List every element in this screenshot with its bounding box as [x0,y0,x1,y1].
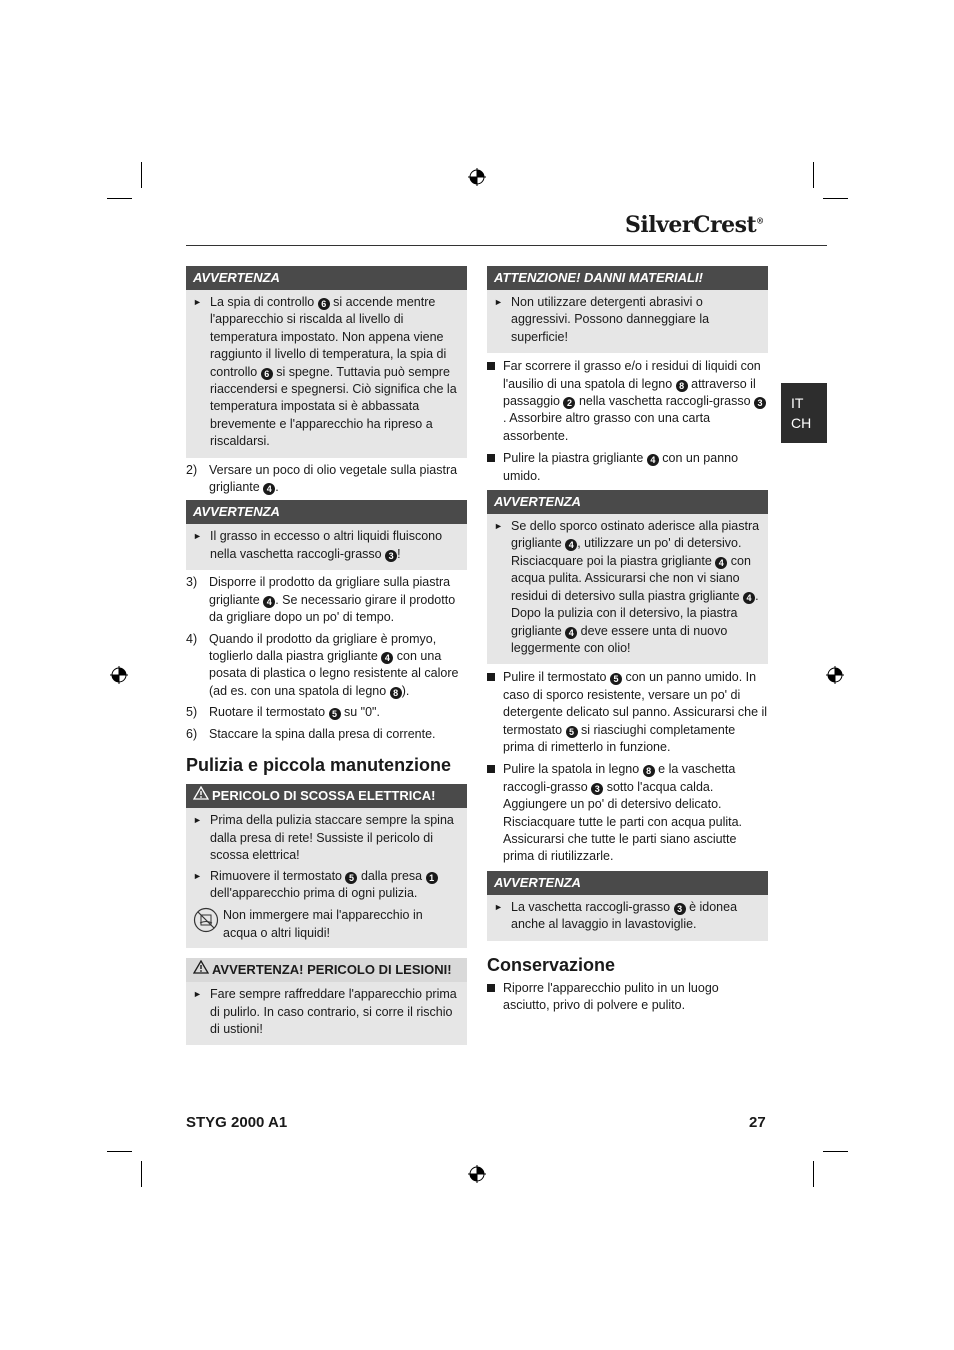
registration-mark-icon [826,666,844,684]
crop-mark [813,162,814,188]
ref-number-badge: 8 [676,380,688,392]
arrow-bullet-icon: ► [193,297,202,307]
ref-number-badge: 3 [591,783,603,795]
item-text: Pulire la spatola in legno 8 e la vaschetta raccogli-grasso 3 sotto l'acqua calda. Aggiungere un po' di detersivo delicato. Risciacquare tutte le parti con acqua pulita. Assicurarsi che tutte le parti siano asciutte prima di riutilizzarle. [503,762,743,864]
arrow-bullet-icon: ► [494,901,503,912]
item-text: Staccare la spina dalla presa di corrente. [209,726,436,741]
warning-title: AVVERTENZA [186,266,467,290]
warning-triangle-icon [193,958,209,982]
step-2 [186,462,467,497]
step-number: 2) [186,462,198,477]
crop-mark [107,1151,132,1152]
danger-body [186,808,467,948]
arrow-list-item [494,899,760,934]
crop-mark [141,162,142,188]
header-rule [186,245,827,246]
item-text: Rimuovere il termostato 5 dalla presa 1 dell'apparecchio prima di ogni pulizia. [210,868,459,903]
item-text: Pulire la piastra grigliante 4 con un panno umido. [503,451,739,483]
square-bullet-icon [487,450,503,485]
item-text: Riporre l'apparecchio pulito in un luogo asciutto, privo di polvere e pulito. [503,981,719,1013]
crop-mark [141,1161,142,1187]
warning-body [487,514,768,664]
ref-number-badge: 4 [263,483,275,495]
registration-mark-icon [110,666,128,684]
numbered-step [186,574,467,626]
step-number: 4) [186,631,198,646]
arrow-bullet-icon: ► [193,870,202,881]
ref-number-badge: 3 [674,903,686,915]
warning-box [487,490,768,664]
crop-mark [107,198,132,199]
no-immerse-note [193,905,459,944]
item-text: La spia di controllo 6 si accende mentre l'apparecchio si riscalda al livello di temperatura impostato. Non appena viene raggiunto il livello di temperatura, la spia di controllo 6 si spegne. Tuttavia può sempre riaccendersi e spegnersi. Ciò significa che la temperatura impostata si è abbassata brevemente e l'apparecchio ha ripreso a riscaldarsi. [210,295,457,449]
ref-number-badge: 5 [610,673,622,685]
warning-body [487,895,768,941]
arrow-bullet-icon: ► [193,815,202,826]
ref-number-badge: 5 [329,708,341,720]
numbered-step [186,462,467,497]
ref-number-badge: 5 [566,726,578,738]
arrow-list-item [193,868,459,903]
arrow-list-item [193,528,459,563]
lang-it: IT [791,395,804,411]
item-text: Far scorrere il grasso e/o i residui di liquidi con l'ausilio di una spatola di legno 8 attraverso il passaggio 2 nella vaschetta raccogli-grasso 3. Assorbire altro grasso con una carta assorbente. [503,358,768,445]
warning-title: AVVERTENZA [487,490,768,514]
ref-number-badge: 4 [565,539,577,551]
step-number: 5) [186,705,198,720]
square-list-item [487,450,768,485]
danger-items [193,812,459,902]
danger-box [186,784,467,948]
square-list-item [487,761,768,865]
square-list-item [487,669,768,756]
bullet-list [487,980,768,1015]
caution-title: ATTENZIONE! DANNI MATERIALI! [487,266,768,290]
ref-number-badge: 4 [263,596,275,608]
warning-box [186,266,467,458]
item-text: Pulire il termostato 5 con un panno umido. In caso di sporco resistente, versare un po' di detergente delicato sul panno. Assicurarsi che il termostato 5 si riasciughi completamente prima di rimetterlo in funzione. [503,670,768,754]
no-water-icon [193,907,223,933]
page-number: 27 [749,1114,766,1131]
language-tab [781,383,827,443]
arrow-list-item [193,812,459,864]
arrow-bullet-icon: ► [193,531,202,542]
item-text: Il grasso in eccesso o altri liquidi fluiscono nella vaschetta raccogli-grasso 3 ! [210,529,443,561]
steps-list [186,574,467,743]
warning-body [186,290,467,458]
step-number: 3) [186,575,198,590]
ref-number-badge: 1 [426,872,438,884]
ref-number-badge: 3 [754,397,766,409]
ref-number-badge: 5 [345,872,357,884]
ref-number-badge: 3 [385,550,397,562]
registration-mark-icon [468,168,486,186]
arrow-list-item [193,294,459,451]
warning-triangle-icon [193,784,209,808]
model-number: STYG 2000 A1 [186,1114,288,1131]
arrow-bullet-icon: ► [193,989,202,1000]
item-text: Non utilizzare detergenti abrasivi o aggressivi. Possono danneggiare la superficie! [511,295,710,344]
ref-number-badge: 8 [643,765,655,777]
arrow-list-item [494,518,760,657]
numbered-step [186,726,467,743]
numbered-step [186,631,467,701]
warning-title: AVVERTENZA [186,500,467,524]
warning-box [186,500,467,570]
left-column [186,266,467,1048]
square-bullet-icon [487,761,503,865]
square-bullet-icon [487,980,503,1015]
danger-box [186,958,467,1045]
arrow-bullet-icon: ► [494,521,503,532]
item-text: Versare un poco di olio vegetale sulla piastra grigliante 4 . [209,462,458,495]
warning-box [487,871,768,941]
bullet-list [487,358,768,485]
right-column [487,266,768,1020]
danger-body [186,982,467,1045]
brand-logo: SilverCrest® [625,212,764,238]
item-text: Disporre il prodotto da grigliare sulla piastra grigliante 4 . Se necessario girare il prodotto da grigliare dopo un po' di tempo. [209,575,456,625]
ref-number-badge: 4 [565,627,577,639]
item-text: Quando il prodotto da grigliare è promyo, toglierlo dalla piastra grigliante 4 con una posata di plastica o legno resistente al calore (ad es. con una spatola di legno 8 ). [209,631,459,698]
crop-mark [813,1161,814,1187]
square-bullet-icon [487,358,503,445]
ref-number-badge: 8 [390,687,402,699]
item-text: Se dello sporco ostinato aderisce alla piastra grigliante 4 , utilizzare un po' di detersivo. Risciacquare poi la piastra grigliante 4 con acqua pulita. Assicurarsi che non vi siano residui di detersivo sulla piastra grigliante 4 . Dopo la pulizia con il detersivo, la piastra grigliante 4 deve essere unta di nuovo leggermente con olio! [511,519,760,655]
warning-body [186,524,467,570]
square-list-item [487,980,768,1015]
numbered-step [186,704,467,721]
item-text: Prima della pulizia staccare sempre la spina dalla presa di rete! Sussiste il pericolo di scossa elettrica! [210,813,454,863]
square-list-item [487,358,768,445]
crop-mark [823,198,848,199]
ref-number-badge: 4 [743,592,755,604]
ref-number-badge: 4 [381,652,393,664]
bullet-list [487,669,768,865]
ref-number-badge: 6 [318,298,330,310]
warning-title: AVVERTENZA [487,871,768,895]
item-text: La vaschetta raccogli-grasso 3 è idonea anche al lavaggio in lavastoviglie. [511,899,738,932]
square-bullet-icon [487,669,503,756]
section-heading: Pulizia e piccola manutenzione [186,754,452,775]
ref-number-badge: 4 [715,557,727,569]
registration-mark-icon [468,1165,486,1183]
danger-title: AVVERTENZA! PERICOLO DI LESIONI! [186,958,467,982]
ref-number-badge: 4 [647,454,659,466]
crop-mark [823,1151,848,1152]
no-immerse-text: Non immergere mai l'apparecchio in acqua o altri liquidi! [223,908,423,940]
ref-number-badge: 2 [563,397,575,409]
danger-title: PERICOLO DI SCOSSA ELETTRICA! [186,784,467,808]
section-heading: Conservazione [487,954,616,975]
ref-number-badge: 6 [261,368,273,380]
arrow-list-item [193,986,459,1038]
caution-box [487,266,768,353]
arrow-list-item [494,294,760,346]
item-text: Ruotare il termostato 5 su "0". [209,705,380,720]
item-text: Fare sempre raffreddare l'apparecchio prima di pulirlo. In caso contrario, si corre il rischio di ustioni! [210,987,457,1036]
arrow-bullet-icon: ► [494,297,503,307]
lang-ch: CH [791,415,812,431]
caution-body [487,290,768,353]
step-number: 6) [186,726,198,741]
